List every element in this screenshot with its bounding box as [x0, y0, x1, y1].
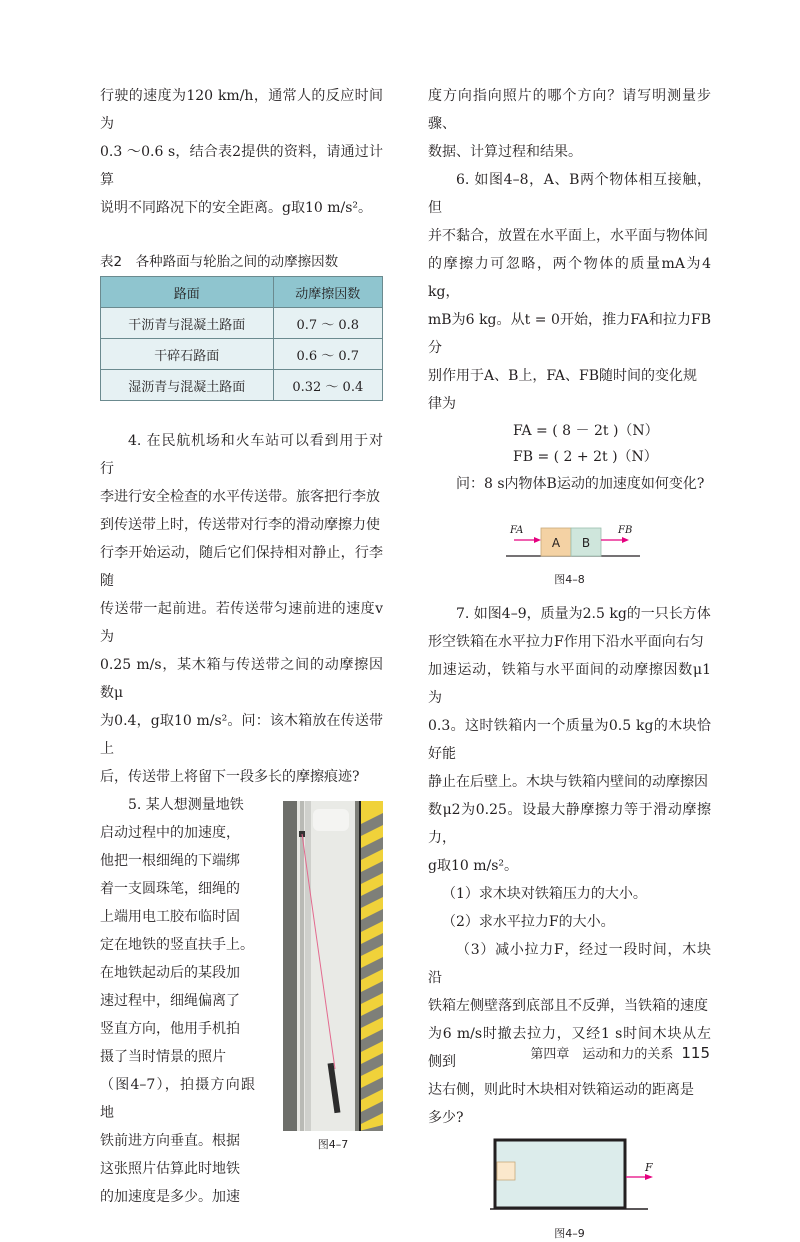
table-cell: 湿沥青与混凝土路面 — [101, 370, 274, 401]
q5-line: 这张照片估算此时地铁 — [100, 1161, 240, 1177]
q5-line: 上端用电工胶布临时固 — [100, 909, 240, 925]
figure-4-8 — [428, 518, 711, 588]
q4-line: 行李开始运动，随后它们保持相对静止，行李随 — [100, 545, 383, 589]
q5-line: 速过程中，细绳偏离了 — [100, 993, 240, 1009]
q5-line: 竖直方向，他用手机拍 — [100, 1021, 240, 1037]
q4-line: 4. 在民航机场和火车站可以看到用于对行 — [100, 433, 383, 477]
q7-sub-1: （1）求木块对铁箱压力的大小。 — [442, 886, 647, 902]
force-a-label: FA — [510, 525, 524, 536]
intro-line: 0.3 ～0.6 s，结合表2提供的资料，请通过计算 — [100, 144, 383, 188]
q6-question: 问：8 s内物体B运动的加速度如何变化? — [456, 476, 705, 492]
q5-line: 摄了当时情景的照片 — [100, 1049, 226, 1065]
q7-line: 静止在后壁上。木块与铁箱内壁间的动摩擦因 — [428, 774, 708, 790]
q5-line: 启动过程中的加速度， — [100, 825, 240, 841]
intro-line: 行驶的速度为120 km/h，通常人的反应时间为 — [100, 88, 383, 132]
question-4 — [100, 427, 383, 791]
table-row — [101, 308, 383, 339]
fig48-diagram — [428, 518, 711, 564]
fig47-caption: 图4–7 — [317, 1138, 349, 1151]
force-f-label: F — [645, 1161, 653, 1174]
question-5 — [100, 791, 383, 1205]
q5-line: （图4–7），拍摄方向跟地 — [100, 1077, 255, 1121]
q6-line: 律为 — [428, 396, 456, 412]
force-b-label: FB — [618, 525, 633, 536]
question-6 — [428, 166, 711, 498]
table-cell: 0.32 ～ 0.4 — [273, 370, 382, 401]
q5-line: 在地铁起动后的某段加 — [100, 965, 240, 981]
q7-line: 0.3。这时铁箱内一个质量为0.5 kg的木块恰好能 — [428, 718, 711, 762]
q7-sub3-line: 多少? — [428, 1110, 464, 1126]
q4-line: 李进行安全检查的水平传送带。旅客把行李放 — [100, 489, 380, 505]
fig49-caption: 图4–9 — [554, 1227, 585, 1240]
table-header-row — [101, 277, 383, 308]
chapter-title: 第四章 运动和力的关系 — [530, 1047, 674, 1062]
q7-sub3-line: 铁箱左侧壁落到底部且不反弹，当铁箱的速度 — [428, 998, 708, 1014]
q7-sub-2: （2）求水平拉力F的大小。 — [442, 914, 615, 930]
table-row — [101, 370, 383, 401]
table-cell: 0.6 ～ 0.7 — [273, 339, 382, 370]
table-title: 表2 各种路面与轮胎之间的动摩擦因数 — [100, 254, 339, 270]
table-cell: 干碎石路面 — [101, 339, 274, 370]
q5-line: 铁前进方向垂直。根据 — [100, 1133, 240, 1149]
formula-fa: FA = ( 8 － 2t )（N） — [513, 423, 659, 439]
fig48-caption: 图4–8 — [554, 573, 585, 586]
figure-4-9 — [428, 1138, 711, 1242]
q7-line: 数μ2为0.25。设最大静摩擦力等于滑动摩擦力， — [428, 802, 711, 846]
q7-line: 7. 如图4–9，质量为2.5 kg的一只长方体 — [456, 606, 711, 622]
fig49-diagram — [428, 1138, 711, 1216]
q4-line: 为0.4，g取10 m/s²。问：该木箱放在传送带上 — [100, 713, 383, 757]
q7-sub3-line: 为6 m/s时撤去拉力，又经1 s时间木块从左侧到 — [428, 1026, 711, 1070]
formula-fb: FB = ( 2 + 2t )（N） — [513, 449, 658, 465]
page-number: 115 — [681, 1044, 710, 1062]
intro-line: 说明不同路况下的安全距离。g取10 m/s²。 — [100, 200, 373, 216]
q5-text — [100, 791, 255, 1211]
table-cell: 干沥青与混凝土路面 — [101, 308, 274, 339]
q5-line: 定在地铁的竖直扶手上。 — [100, 937, 254, 953]
subway-photo-illustration — [283, 801, 383, 1131]
q5-cont-line: 度方向指向照片的哪个方向？请写明测量步骤、 — [428, 88, 711, 132]
q4-line: 0.25 m/s，某木箱与传送带之间的动摩擦因数μ — [100, 657, 383, 701]
q6-line: 别作用于A、B上，FA、FB随时间的变化规 — [428, 368, 698, 384]
wood-block — [497, 1162, 515, 1180]
table-header: 动摩擦因数 — [273, 277, 382, 308]
q6-line: mB为6 kg。从t = 0开始，推力FA和拉力FB分 — [428, 312, 711, 356]
q6-line: 的摩擦力可忽略，两个物体的质量mA为4 kg， — [428, 256, 711, 300]
block-a-label: A — [551, 536, 561, 550]
q4-line: 到传送带上时，传送带对行李的滑动摩擦力使 — [100, 517, 380, 533]
block-b-label: B — [581, 536, 591, 550]
table-row — [101, 339, 383, 370]
q7-line: g取10 m/s²。 — [428, 858, 519, 874]
q7-line: 加速运动，铁箱与水平面间的动摩擦因数μ1为 — [428, 662, 711, 706]
q7-sub3-line: （3）减小拉力F，经过一段时间，木块沿 — [428, 942, 711, 986]
q6-line: 6. 如图4–8，A、B两个物体相互接触，但 — [428, 172, 711, 216]
page-footer — [530, 1043, 710, 1062]
q6-line: 并不黏合，放置在水平面上，水平面与物体间 — [428, 228, 708, 244]
subway-photo — [283, 801, 383, 1131]
q7-sub3-line: 达右侧，则此时木块相对铁箱运动的距离是 — [428, 1082, 694, 1098]
q7-line: 形空铁箱在水平拉力F作用下沿水平面向右匀 — [428, 634, 704, 650]
q5-line: 他把一根细绳的下端绑 — [100, 853, 240, 869]
left-column — [100, 82, 383, 1205]
table-cell: 0.7 ～ 0.8 — [273, 308, 382, 339]
right-column — [428, 82, 711, 1242]
friction-table — [100, 276, 383, 401]
q4-line: 传送带一起前进。若传送带匀速前进的速度v为 — [100, 601, 383, 645]
q4-line: 后，传送带上将留下一段多长的摩擦痕迹? — [100, 769, 360, 785]
q5-line: 的加速度是多少。加速 — [100, 1189, 240, 1205]
table-header: 路面 — [101, 277, 274, 308]
q5-line: 5. 某人想测量地铁 — [128, 797, 244, 813]
q5-line: 着一支圆珠笔，细绳的 — [100, 881, 240, 897]
q5-cont-line: 数据、计算过程和结果。 — [428, 144, 582, 160]
